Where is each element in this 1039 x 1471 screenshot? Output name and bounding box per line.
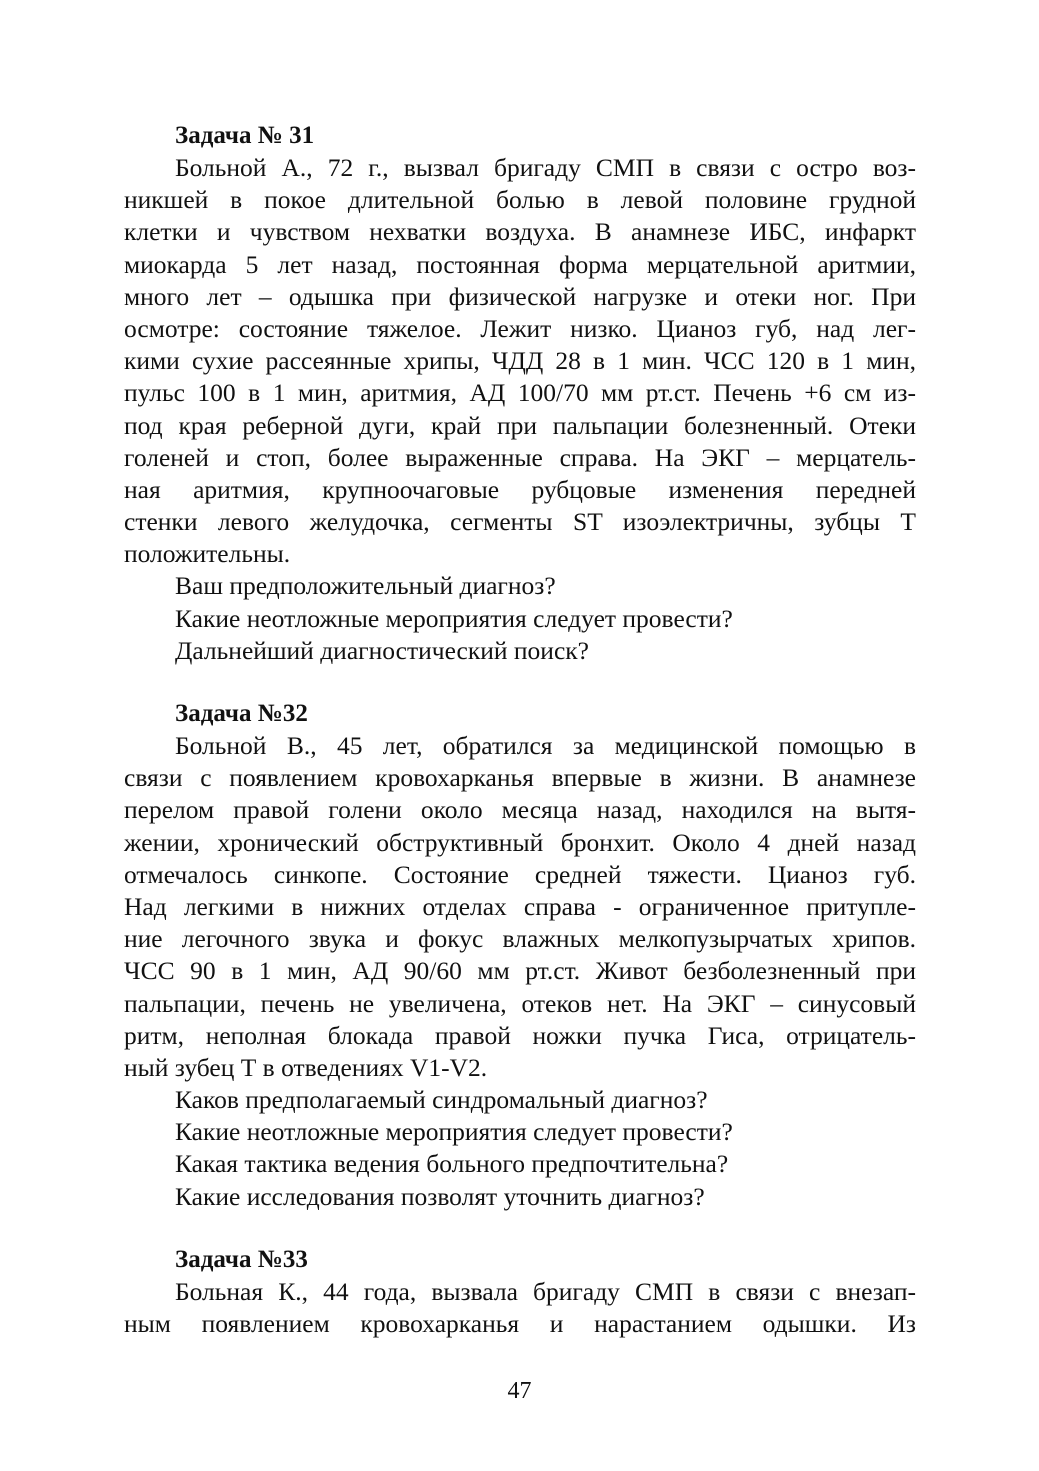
text-line: пульс 100 в 1 мин, аритмия, АД 100/70 мм рт.ст. Печень +6 см из-	[124, 378, 916, 408]
text-line: клетки и чувством нехватки воздуха. В анамнезе ИБС, инфаркт	[124, 217, 916, 247]
task-32	[124, 698, 916, 1213]
text-line: голеней и стоп, более выраженные справа. На ЭКГ – мерцатель-	[124, 442, 916, 472]
text-line: связи с появлением кровохарканья впервые в жизни. В анамнезе	[124, 763, 916, 793]
text-line: кими сухие рассеянные хрипы, ЧДД 28 в 1 мин. ЧСС 120 в 1 мин,	[124, 346, 916, 376]
question: Какие неотложные мероприятия следует провести?	[175, 1117, 733, 1147]
task-31	[124, 120, 916, 667]
text-line: много лет – одышка при физической нагрузке и отеки ног. При	[124, 281, 916, 311]
task-title: Задача №32	[175, 700, 308, 727]
document-page	[124, 120, 916, 1340]
text-line: Больная К., 44 года, вызвала бригаду СМП в связи с внезап-	[175, 1276, 916, 1306]
page-number: 47	[507, 1378, 532, 1404]
text-line: ный зубец Т в отведениях V1-V2.	[124, 1052, 488, 1082]
question: Какие исследования позволят уточнить диагноз?	[175, 1181, 705, 1211]
question: Какие неотложные мероприятия следует провести?	[175, 603, 733, 633]
question: Каков предполагаемый синдромальный диагноз?	[175, 1085, 708, 1115]
question: Какая тактика ведения больного предпочтительна?	[175, 1149, 729, 1179]
text-line: ЧСС 90 в 1 мин, АД 90/60 мм рт.ст. Живот безболезненный при	[124, 956, 916, 986]
text-line: ритм, неполная блокада правой ножки пучка Гиса, отрицатель-	[124, 1020, 916, 1050]
text-line: никшей в покое длительной болью в левой половине грудной	[124, 185, 916, 215]
text-line: Больной А., 72 г., вызвал бригаду СМП в связи с остро воз-	[175, 153, 916, 182]
text-line: осмотре: состояние тяжелое. Лежит низко. Цианоз губ, над лег-	[124, 313, 916, 343]
task-title: Задача №33	[175, 1245, 308, 1273]
question: Ваш предположительный диагноз?	[175, 571, 556, 601]
text-line: Больной В., 45 лет, обратился за медицинской помощью в	[175, 731, 916, 760]
text-line: ние легочного звука и фокус влажных мелкопузырчатых хрипов.	[124, 924, 916, 954]
text-line: пальпации, печень не увеличена, отеков нет. На ЭКГ – синусовый	[124, 988, 916, 1018]
text-line: ным появлением кровохарканья и нарастанием одышки. Из	[124, 1309, 916, 1338]
task-title: Задача № 31	[175, 122, 315, 149]
text-line: жении, хронический обструктивный бронхит. Около 4 дней назад	[124, 827, 916, 857]
text-line: стенки левого желудочка, сегменты ST изоэлектричны, зубцы Т	[124, 507, 916, 537]
text-line: миокарда 5 лет назад, постоянная форма мерцательной аритмии,	[124, 249, 916, 279]
text-line: перелом правой голени около месяца назад, находился на вытя-	[124, 795, 916, 825]
text-line: положительны.	[124, 539, 291, 569]
text-line: под края реберной дуги, край при пальпации болезненный. Отеки	[124, 410, 916, 440]
text-line: Над легкими в нижних отделах справа - ограниченное притупле-	[124, 891, 916, 921]
section-gap	[124, 1213, 916, 1244]
text-line: отмечалось синкопе. Состояние средней тяжести. Цианоз губ.	[124, 859, 916, 889]
task-33	[124, 1244, 916, 1340]
question: Дальнейший диагностический поиск?	[175, 635, 589, 665]
text-line: ная аритмия, крупноочаговые рубцовые изменения передней	[124, 474, 916, 504]
section-gap	[124, 667, 916, 698]
